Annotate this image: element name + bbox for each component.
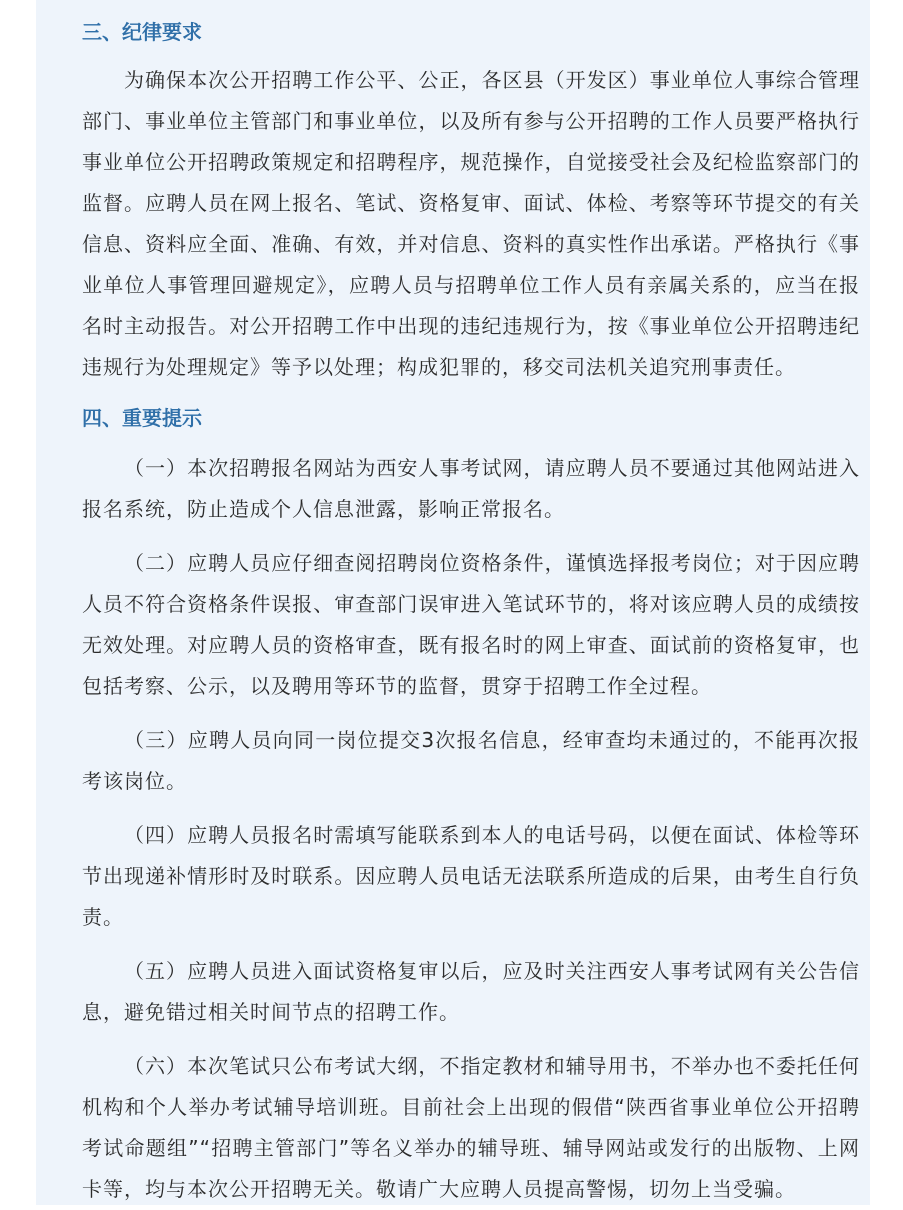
section-paragraph: 为确保本次公开招聘工作公平、公正，各区县（开发区）事业单位人事综合管理部门、事业单位主管部门和事业单位，以及所有参与公开招聘的工作人员要严格执行事业单位公开招聘政策规定和招聘程序，规范操作，自觉接受社会及纪检监察部门的监督。应聘人员在网上报名、笔试、资格复审、面试、体检、考察等环节提交的有关信息、资料应全面、准确、有效，并对信息、资料的真实性作出承诺。严格执行《事业单位人事管理回避规定》，应聘人员与招聘单位工作人员有亲属关系的，应当在报名时主动报告。对公开招聘工作中出现的违纪违规行为，按《事业单位公开招聘违纪违规行为处理规定》等予以处理；构成犯罪的，移交司法机关追究刑事责任。 (82, 68, 860, 379)
note-item-5: （五）应聘人员进入面试资格复审以后，应及时关注西安人事考试网有关公告信息，避免错过相关时间节点的招聘工作。 (82, 959, 860, 1024)
section-important-notes (82, 398, 860, 1210)
note-item-2: （二）应聘人员应仔细查阅招聘岗位资格条件，谨慎选择报考岗位；对于因应聘人员不符合资格条件误报、审查部门误审进入笔试环节的，将对该应聘人员的成绩按无效处理。对应聘人员的资格审查，既有报名时的网上审查、面试前的资格复审，也包括考察、公示，以及聘用等环节的监督，贯穿于招聘工作全过程。 (82, 551, 860, 698)
note-item-3: （三）应聘人员向同一岗位提交3次报名信息，经审查均未通过的，不能再次报考该岗位。 (82, 728, 860, 793)
section-heading: 四、重要提示 (82, 406, 202, 430)
note-item-1: （一）本次招聘报名网站为西安人事考试网，请应聘人员不要通过其他网站进入报名系统，防止造成个人信息泄露，影响正常报名。 (82, 456, 860, 521)
section-discipline-requirements (82, 12, 860, 388)
document-page (36, 0, 870, 1205)
section-heading: 三、纪律要求 (82, 20, 202, 44)
note-item-6: （六）本次笔试只公布考试大纲，不指定教材和辅导用书，不举办也不委托任何机构和个人举办考试辅导培训班。目前社会上出现的假借“陕西省事业单位公开招聘考试命题组”“招聘主管部门”等名义举办的辅导班、辅导网站或发行的出版物、上网卡等，均与本次公开招聘无关。敬请广大应聘人员提高警惕，切勿上当受骗。 (82, 1054, 860, 1201)
note-item-4: （四）应聘人员报名时需填写能联系到本人的电话号码，以便在面试、体检等环节出现递补情形时及时联系。因应聘人员电话无法联系所造成的后果，由考生自行负责。 (82, 823, 860, 929)
